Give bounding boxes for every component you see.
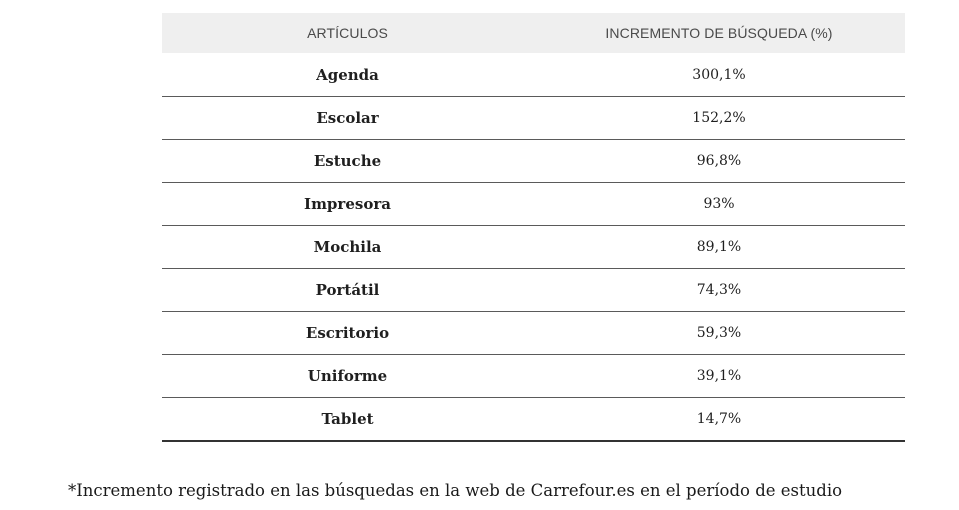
table-row — [162, 54, 905, 97]
item-value: 74,3% — [696, 282, 742, 298]
item-name: Tablet — [321, 410, 374, 428]
footnote: *Incremento registrado en las búsquedas en la web de Carrefour.es en el período de estudio — [68, 481, 843, 500]
table-row — [162, 140, 905, 183]
table-row — [162, 226, 905, 269]
search-increase-table — [162, 13, 905, 442]
table-row — [162, 269, 905, 312]
item-value: 89,1% — [696, 239, 742, 255]
item-value: 96,8% — [696, 153, 742, 169]
item-name: Impresora — [304, 195, 391, 213]
item-value: 14,7% — [696, 411, 742, 427]
item-value: 39,1% — [696, 368, 742, 384]
item-name: Agenda — [316, 66, 379, 84]
item-name: Uniforme — [307, 367, 388, 385]
item-value: 93% — [703, 196, 735, 212]
table-row — [162, 398, 905, 442]
header-incremento: INCREMENTO DE BÚSQUEDA (%) — [605, 25, 833, 41]
item-name: Mochila — [313, 238, 382, 256]
table-row — [162, 312, 905, 355]
item-name: Estuche — [313, 152, 382, 170]
item-name: Escritorio — [305, 324, 390, 342]
table-row — [162, 97, 905, 140]
item-name: Escolar — [316, 109, 379, 127]
item-value: 152,2% — [692, 110, 746, 126]
table-row — [162, 183, 905, 226]
table-row — [162, 355, 905, 398]
item-name: Portátil — [315, 281, 380, 299]
item-value: 59,3% — [696, 325, 742, 341]
header-articulos: ARTÍCULOS — [307, 25, 388, 41]
item-value: 300,1% — [692, 67, 746, 83]
table-header — [162, 13, 905, 54]
